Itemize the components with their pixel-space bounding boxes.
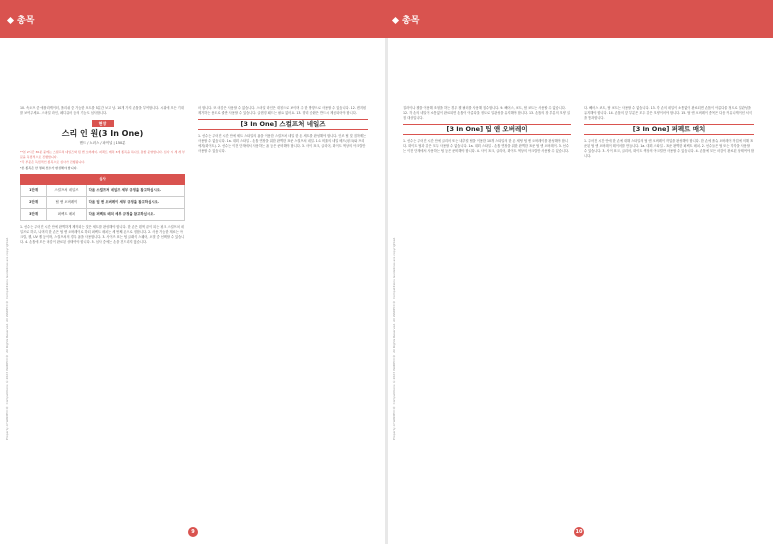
body-text: 1. 선수는 주어진 시간 안에 클리어 또는 내추럴 팁을 이용한 10개 스타일의 한 손 세팅 팁 앤 오버레이를 완성해야 합니다. 화이트 팁과 같은 모두 사용할 수 없습니다. 1a. 대회 스타일 - 손톱 연장을 위한 완벽한 표준 팁 앤 오버레이. 3. 선수는 이전 단계에서 사용하는 팁 등은 준비해야 합니다. 4. 사이 표크, 클리어, 화이트 색상의 아크릴만 사용할 수 있습니다. (403, 139, 569, 153)
table-row: 2단계 팁 앤 오버레이 다음 팁 앤 오버레이 세부 규정을 참고하십시오. (21, 197, 185, 209)
schedule-table (20, 174, 185, 221)
section-note3: *본 종목은 한 명의 선수가 완성해야 합니다. (20, 165, 78, 170)
side-copyright-left: Property of WADPCC® Competitions ©2023 WADPCC® All Rights Reserved. All WADPCC® Competitions Guidelines are copyrighted. (5, 236, 9, 440)
diamond-icon (7, 17, 14, 24)
body-text-top: 질러이나 젤을 이용해 조형을 하는 경우 젤 필러를 사용해 접수합니다. 9. 뻬어스, 코트, 탑 코트는 사용할 수 없습니다. 12. 각 손의 네일이 소통없이 완료되면 손톱이 아름다울 정도로 일관성을 유지해야 합니다. 13. 손톱의 창 부분의 모양 실점 대상입니다. (403, 106, 570, 120)
page-number-left: 9 (188, 527, 198, 537)
box-title: [3 In One] 팁 앤 오버레이 (403, 124, 571, 135)
left-page-col2 (198, 106, 368, 157)
page-gutter (385, 38, 388, 544)
section-note: **본 2시간 30분 중에는 스컬프처 네일즈와 팁 앤 오버레이, 퍼펙트 매치 3개 종목을 하나로 통합 운영합니다. 심사 시 세 개 부문을 독립적으로 진행합니다. (20, 150, 185, 159)
side-copyright-right: Property of WADPCC® Competitions ©2023 WADPCC® All Rights Reserved. All WADPCC® Competitions Guidelines are copyrighted. (392, 236, 396, 440)
left-page-col1 (20, 106, 185, 248)
box-title: [3 In One] 스컬프처 네일즈 (198, 119, 368, 130)
diamond-icon (392, 17, 399, 24)
table-header: 심사 (21, 175, 185, 185)
section-subtitle: 핸드 / 노러스 / 파이널 | 150분 (79, 141, 126, 145)
right-page-col1 (403, 106, 571, 157)
section-tag: 현장 (92, 120, 114, 127)
box-title: [3 In One] 퍼펙트 매치 (584, 124, 754, 135)
body-text-top: 다. 뻬어스 코트, 탑 코트는 사용할 수 없습니다. 13. 각 손의 네일이 소통없이 완료되면 손톱이 아름다울 정도로 일관성을 유지해야 합니다. 14. 손톱의 앞 부분은 모두 같은 모양이어야 합니다. 15. 탑 앤 오버레이 종목은 다음 커뮤니케이션 서식을 통과합니다. (584, 106, 752, 120)
body-text: 1. 선수는 주어진 시간 안에 세트 스타일의 폼을 이용한 스컬프처 네일 한 손 세트를 완성해야 합니다. 인조 팁 및 접착제는 사용할 수 없습니다. 1a. 대회 스타일 - 손톱 연장을 위한 완벽한 표준 스컬프처 네일. 1:1 비율의 네일 베드(핑크)와 프리 에지(화이트). 2. 선수는 이전 단계에서 사용하는 폼 등은 준비해야 합니다. 3. 사이 표크, 클리어, 화이트 색상의 아크릴만 사용할 수 있습니다. (198, 134, 367, 153)
body-text: 1. 선수는 주어진 시간 안에 완벽하게 제작되는 것은 세트를 완성해야 합니다. 한 손은 흰색 끝이 되는 핑크 스컬프처 네일즈로 하고, 나머지 한 손은 팁 앤 오버레이로 하되 퍼펙트 매치는 세 번째 손으로 정합니다. 2. 사용 가능한 재료는 아크릴, 젤, UV 젤 등이며, 스컬프처의 경우 폼을 사용합니다. 3. 사이즈 표는 팁 클래식 스퀘어, 오벌 중 선택할 수 있습니다. 4. 손톱에 모든 마감이 완료된 상태여야 합니다. 5. 심사 중에는 손을 건드리지 않습니다. (20, 225, 185, 244)
header-right-label: 총목 (393, 13, 419, 26)
body-text: 1. 주어진 시간 안에 한 손에 대해 스타일의 팁 앤 오버레이 작업을 완성해야 합니다. 한 손에 폴슈 오버레이 작업에 의해 표준된 팁 앤 오버레이 레이어를 만듭니다. 1a. 대회 스타일 - 표준 완벽한 퍼펙트 매치. 2. 선수들은 팁 또는 각각을 사용할 수 있습니다. 3. 사이 표크, 클리어, 화이트 색상의 아크릴만 사용할 수 있습니다. 4. 손톱에 모든 마감이 완료된 상태여야 합니다. (584, 139, 755, 158)
header-left-label: 총목 (8, 13, 34, 26)
body-text-top: 마 합니다. 또 마감은 사용할 수 없습니다. 스마일 라인은 대칭으로 보이며 주 한 방향으로 사용할 수 있습니다. 12. 변지원 제거하는 용도로 줄만 사용할 수 있습니다. 클렌징 패드는 필요 없어요. 13. 향리 순환은 반드시 제공되어야 합니다. (198, 106, 366, 115)
table-row: 3단계 퍼펙트 매치 다음 퍼펙트 매치 세부 규정을 참고하십시오. (21, 209, 185, 221)
section-title: 스리 인 원(3 In One) (61, 129, 144, 138)
page-header (0, 0, 773, 38)
intro-text: 10. 속오프 중 애플리케이터, 폴리쉬 중 가능한 포트를 5분간 보고 남. 10개 가지 손톱을 부여합니다. 시위에 모든 기대를 보여주세요. 스마일 라인, 페디큐어 등의 기능도 심사합니다. (20, 106, 184, 115)
section-note2: *각 부문은 독립적인 종목으로 심사가 진행됩니다. (20, 160, 86, 164)
page-number-right: 10 (575, 529, 583, 535)
table-row: 1단계 스컬프처 네일즈 다음 스컬프처 네일즈 세부 규정을 참고하십시오. (21, 185, 185, 197)
right-page-col2 (584, 106, 754, 162)
